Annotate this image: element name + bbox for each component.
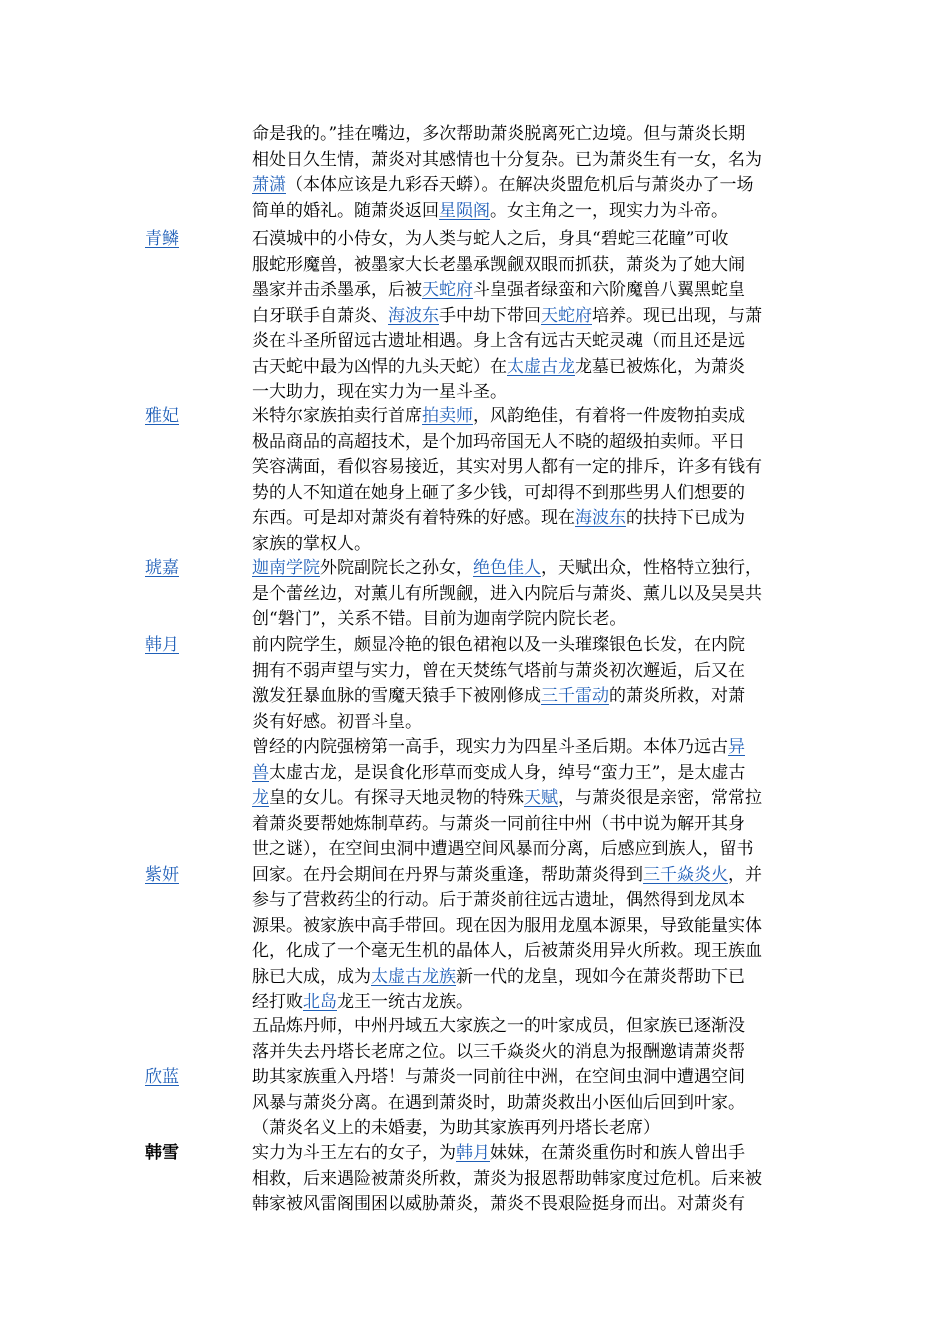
description-line (252, 1065, 808, 1091)
description-line (252, 199, 808, 225)
text-run: （萧炎名义上的未婚妻，为助其家族再列丹塔长老席） (252, 1118, 660, 1138)
text-run: 墨家并击杀墨承，后被 (252, 280, 422, 300)
description-line (252, 786, 808, 812)
text-run: 相处日久生情，萧炎对其感情也十分复杂。已为萧炎生有一女，名为 (252, 149, 762, 170)
inline-link[interactable]: 龙 (252, 788, 269, 808)
character-name: 韩雪 (145, 1143, 179, 1163)
description-line (252, 914, 808, 940)
character-description (252, 1141, 808, 1218)
text-run: 外院副院长之孙女， (320, 558, 473, 578)
inline-link[interactable]: 天蛇府 (541, 305, 592, 326)
text-run: （本体应该是九彩吞天蟒）。在解决炎盟危机后与萧炎办了一场 (286, 175, 754, 195)
text-run: 简单的婚礼。随萧炎返回 (252, 200, 439, 221)
description-line (252, 532, 808, 558)
text-run: 龙墓已被炼化，为萧炎 (575, 356, 745, 377)
inline-link[interactable]: 天赋 (524, 788, 558, 808)
description-line (252, 837, 808, 863)
text-run: 笑容满面，看似容易接近，其实对男人都有一定的排斥，许多有钱有 (252, 457, 762, 477)
text-run: 前内院学生，颇显冷艳的银色裙袍以及一头璀璨银色长发，在内院 (252, 635, 745, 655)
character-name[interactable]: 韩月 (145, 635, 179, 655)
text-run: 韩家被风雷阁围困以威胁萧炎，萧炎不畏艰险挺身而出。对萧炎有 (252, 1194, 745, 1214)
character-entry (0, 404, 950, 557)
description-line (252, 1014, 808, 1040)
text-run: 炎有好感。初晋斗皇。 (252, 711, 422, 732)
text-run: 脉已大成，成为 (252, 966, 371, 987)
description-line (252, 481, 808, 507)
description-line (252, 304, 808, 330)
description-line (252, 939, 808, 965)
description-line (252, 148, 808, 174)
text-run: 经打败 (252, 992, 303, 1012)
inline-link[interactable]: 拍卖师 (422, 406, 473, 426)
description-line (252, 1141, 808, 1167)
description-line (252, 253, 808, 279)
text-run: 手中劫下带回 (439, 305, 541, 326)
inline-link[interactable]: 海波东 (388, 305, 439, 326)
description-line (252, 965, 808, 991)
description-line (252, 1040, 808, 1066)
description-line (252, 430, 808, 456)
text-run: 家族的掌权人。 (252, 533, 371, 554)
text-run: 助其家族重入丹塔！与萧炎一同前往中洲，在空间虫洞中遭遇空间 (252, 1067, 745, 1087)
character-entry (0, 735, 950, 1016)
text-run: 化，化成了一个毫无生机的晶体人，后被萧炎用异火所救。现王族血 (252, 941, 762, 961)
text-run: 参与了营救药尘的行动。后于萧炎前往远古遗址，偶然得到龙凤本 (252, 890, 745, 910)
text-run: 太虚古龙，是误食化形草而变成人身，绰号“蛮力王”，是太虚古 (269, 762, 746, 783)
text-run: 回家。在丹会期间在丹界与萧炎重逢，帮助萧炎得到 (252, 864, 643, 885)
text-run: 五品炼丹师，中州丹域五大家族之一的叶家成员，但家族已逐渐没 (252, 1016, 745, 1036)
description-line (252, 278, 808, 304)
description-line (252, 812, 808, 838)
inline-link[interactable]: 绝色佳人 (473, 558, 541, 578)
text-run: 妹妹，在萧炎重伤时和族人曾出手 (490, 1143, 745, 1163)
text-run: 激发狂暴血脉的雪魔天猿手下被刚修成 (252, 686, 541, 706)
description-line (252, 1167, 808, 1193)
text-run: 的萧炎所救，对萧 (609, 686, 745, 706)
character-description (252, 556, 808, 633)
text-run: 斗皇强者绿蛮和六阶魔兽八翼黑蛇皇 (473, 280, 745, 300)
character-name[interactable]: 雅妃 (145, 406, 179, 426)
text-run: 极品商品的高超技术，是个加玛帝国无人不晓的超级拍卖师。平日 (252, 431, 745, 452)
inline-link[interactable]: 异 (728, 737, 745, 757)
description-line (252, 455, 808, 481)
description-line (252, 582, 808, 608)
inline-link[interactable]: 太虚古龙 (507, 356, 575, 377)
character-entry (0, 227, 950, 406)
text-run: 世之谜），在空间虫洞中遭遇空间风暴而分离，后感应到族人，留书 (252, 839, 754, 859)
text-run: 米特尔家族拍卖行首席 (252, 406, 422, 426)
text-run: 东西。可是却对萧炎有着特殊的好感。现在 (252, 508, 575, 528)
text-run: ，风韵绝佳，有着将一件废物拍卖成 (473, 406, 745, 426)
description-line (252, 404, 808, 430)
description-line (252, 633, 808, 659)
text-run: 新一代的龙皇，现如今在萧炎帮助下已 (456, 966, 745, 987)
description-line (252, 710, 808, 736)
inline-link[interactable]: 兽 (252, 762, 269, 783)
description-line (252, 607, 808, 633)
inline-link[interactable]: 韩月 (456, 1143, 490, 1163)
description-line (252, 556, 808, 582)
character-description (252, 633, 808, 735)
description-line (252, 863, 808, 889)
text-run: 着萧炎要帮她炼制草药。与萧炎一同前往中州（书中说为解开其身 (252, 813, 745, 834)
text-run: ，并 (728, 864, 762, 885)
description-line (252, 122, 808, 148)
inline-link[interactable]: 三千雷动 (541, 686, 609, 706)
inline-link[interactable]: 三千焱炎火 (643, 864, 728, 885)
character-name[interactable]: 紫妍 (145, 864, 179, 885)
character-description (252, 1014, 808, 1142)
text-run: 源果。被家族中高手带回。现在因为服用龙凰本源果，导致能量实体 (252, 915, 762, 936)
description-line (252, 1091, 808, 1117)
character-description (252, 227, 808, 406)
text-run: 炎在斗圣所留远古遗址相遇。身上含有远古天蛇灵魂（而且还是远 (252, 331, 745, 351)
description-line (252, 173, 808, 199)
inline-link[interactable]: 星陨阁 (439, 200, 490, 221)
inline-link[interactable]: 太虚古龙族 (371, 966, 456, 987)
text-run: 风暴与萧炎分离。在遇到萧炎时，助萧炎救出小医仙后回到叶家。 (252, 1092, 745, 1113)
text-run: 培养。现已出现，与萧 (592, 305, 762, 326)
text-run: 服蛇形魔兽，被墨家大长老墨承觊觎双眼而抓获，萧炎为了她大闹 (252, 254, 745, 275)
character-entry (0, 1014, 950, 1142)
character-description (252, 735, 808, 1016)
text-run: 皇的女儿。有探寻天地灵物的特殊 (269, 788, 524, 808)
character-name[interactable]: 青鳞 (145, 229, 179, 249)
inline-link[interactable]: 迦南学院 (252, 558, 320, 578)
character-description (252, 404, 808, 557)
description-line (252, 380, 808, 406)
text-run: 命是我的。”挂在嘴边，多次帮助萧炎脱离死亡边境。但与萧炎长期 (252, 124, 746, 144)
text-run: 势的人不知道在她身上砸了多少钱，可却得不到那些男人们想要的 (252, 482, 745, 503)
text-run: 曾经的内院强榜第一高手，现实力为四星斗圣后期。本体乃远古 (252, 737, 728, 757)
text-run: 白牙联手自萧炎、 (252, 305, 388, 326)
character-entry (0, 1141, 950, 1218)
description-line (252, 506, 808, 532)
description-line (252, 1192, 808, 1218)
text-run: 一大助力，现在实力为一星斗圣。 (252, 382, 507, 402)
text-run: 是个蕾丝边，对薰儿有所觊觎，进入内院后与萧炎、薰儿以及吴昊共 (252, 583, 762, 604)
text-run: ，天赋出众，性格特立独行， (541, 558, 762, 578)
text-run: 拥有不弱声望与实力，曾在天焚练气塔前与萧炎初次邂逅，后又在 (252, 660, 745, 681)
text-run: 古天蛇中最为凶悍的九头天蛇）在 (252, 356, 507, 377)
text-run: 相救，后来遇险被萧炎所救，萧炎为报恩帮助韩家度过危机。后来被 (252, 1168, 762, 1189)
text-run: 龙王一统古龙族。 (337, 992, 473, 1012)
text-run: 创“磐门”，关系不错。目前为迦南学院内院长老。 (252, 609, 627, 629)
text-run: 。女主角之一，现实力为斗帝。 (490, 200, 728, 221)
character-entry (0, 556, 950, 633)
description-line (252, 761, 808, 787)
description-line (252, 1116, 808, 1142)
text-run: 落并失去丹塔长老席之位。以三千焱炎火的消息为报酬邀请萧炎帮 (252, 1041, 745, 1062)
description-line (252, 329, 808, 355)
description-line (252, 990, 808, 1016)
character-name[interactable]: 欣蓝 (145, 1067, 179, 1087)
description-line (252, 355, 808, 381)
text-run: 的扶持下已成为 (626, 508, 745, 528)
character-entry (0, 122, 950, 224)
description-line (252, 227, 808, 253)
character-entry (0, 633, 950, 735)
description-line (252, 735, 808, 761)
character-name[interactable]: 琥嘉 (145, 558, 179, 578)
inline-link[interactable]: 天蛇府 (422, 280, 473, 300)
text-run: ，与萧炎很是亲密，常常拉 (558, 788, 762, 808)
description-line (252, 659, 808, 685)
description-line (252, 684, 808, 710)
description-line (252, 888, 808, 914)
character-description (252, 122, 808, 224)
inline-link[interactable]: 北岛 (303, 992, 337, 1012)
text-run: 实力为斗王左右的女子，为 (252, 1143, 456, 1163)
inline-link[interactable]: 海波东 (575, 508, 626, 528)
inline-link[interactable]: 萧潇 (252, 175, 286, 195)
text-run: 石漠城中的小侍女，为人类与蛇人之后，身具“碧蛇三花瞳”可收 (252, 229, 729, 249)
